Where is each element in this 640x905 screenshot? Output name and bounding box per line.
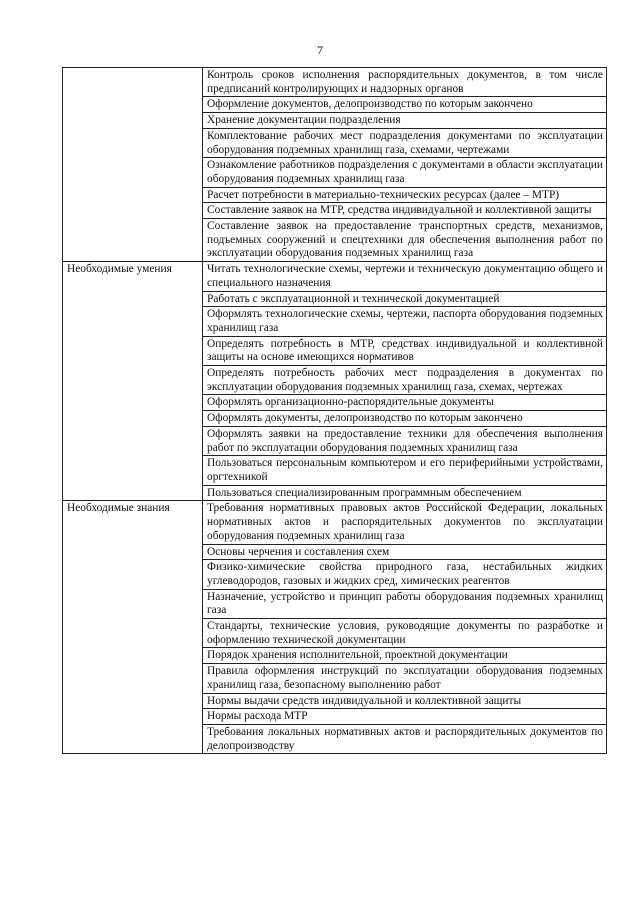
table-cell-item: Составление заявок на предоставление транспортных средств, механизмов, подъемных сооружений и спецтехники для обеспечения выполнения работ по эксплуатации оборудования подземных хранилищ газа (203, 219, 607, 262)
table-cell-item: Расчет потребности в материально-технических ресурсах (далее – МТР) (203, 187, 607, 203)
table-row (63, 68, 607, 97)
table-cell-item: Нормы выдачи средств индивидуальной и коллективной защиты (203, 693, 607, 709)
table-cell-item: Требования локальных нормативных актов и распорядительных документов по делопроизводству (203, 724, 607, 753)
table-cell-item: Определять потребность в МТР, средствах индивидуальной и коллективной защиты на основе имеющихся нормативов (203, 336, 607, 365)
table-cell-item: Хранение документации подразделения (203, 113, 607, 129)
table-cell-item: Требования нормативных правовых актов Российской Федерации, локальных нормативных актов и распорядительных документов по эксплуатации оборудования подземных хранилищ газа (203, 501, 607, 544)
table-cell-item: Пользоваться специализированным программным обеспечением (203, 485, 607, 501)
page-number: 7 (317, 43, 323, 57)
table-cell-item: Оформлять заявки на предоставление техники для обеспечения выполнения работ по эксплуатации оборудования подземных хранилищ газа (203, 426, 607, 455)
table-cell-item: Физико-химические свойства природного газа, нестабильных жидких углеводородов, газовых и жидких сред, химических реагентов (203, 560, 607, 589)
table-cell-item: Стандарты, технические условия, руководящие документы по разработке и оформлению технической документации (203, 619, 607, 648)
table-cell-item: Основы черчения и составления схем (203, 544, 607, 560)
requirements-table (62, 67, 607, 754)
table-row (63, 262, 607, 291)
section-label-knowledge: Необходимые знания (63, 501, 203, 754)
table-cell-item: Оформлять организационно-распорядительные документы (203, 395, 607, 411)
table-cell-item: Пользоваться персональным компьютером и его периферийными устройствами, оргтехникой (203, 456, 607, 485)
table-cell-item: Определять потребность рабочих мест подразделения в документах по эксплуатации оборудования подземных хранилищ газа, схемах, чертежах (203, 366, 607, 395)
table-cell-item: Комплектование рабочих мест подразделения документами по эксплуатации оборудования подземных хранилищ газа, схемами, чертежами (203, 128, 607, 157)
table-cell-item: Нормы расхода МТР (203, 709, 607, 725)
table-cell-item: Правила оформления инструкций по эксплуатации оборудования подземных хранилищ газа, безопасному выполнению работ (203, 664, 607, 693)
table-cell-item: Читать технологические схемы, чертежи и техническую документацию общего и специального назначения (203, 262, 607, 291)
table-cell-item: Ознакомление работников подразделения с документами в области эксплуатации оборудования подземных хранилищ газа (203, 158, 607, 187)
table-cell-item: Порядок хранения исполнительной, проектной документации (203, 648, 607, 664)
table-cell-item: Оформлять документы, делопроизводство по которым закончено (203, 411, 607, 427)
table-cell-item: Оформление документов, делопроизводство по которым закончено (203, 97, 607, 113)
table-cell-item: Составление заявок на МТР, средства индивидуальной и коллективной защиты (203, 203, 607, 219)
section-label-skills: Необходимые умения (63, 262, 203, 501)
table-row (63, 501, 607, 544)
section-label-continued (63, 68, 203, 262)
table-cell-item: Работать с эксплуатационной и технической документацией (203, 291, 607, 307)
table-cell-item: Контроль сроков исполнения распорядительных документов, в том числе предписаний контролирующих и надзорных органов (203, 68, 607, 97)
table-cell-item: Оформлять технологические схемы, чертежи, паспорта оборудования подземных хранилищ газа (203, 307, 607, 336)
table-cell-item: Назначение, устройство и принцип работы оборудования подземных хранилищ газа (203, 589, 607, 618)
